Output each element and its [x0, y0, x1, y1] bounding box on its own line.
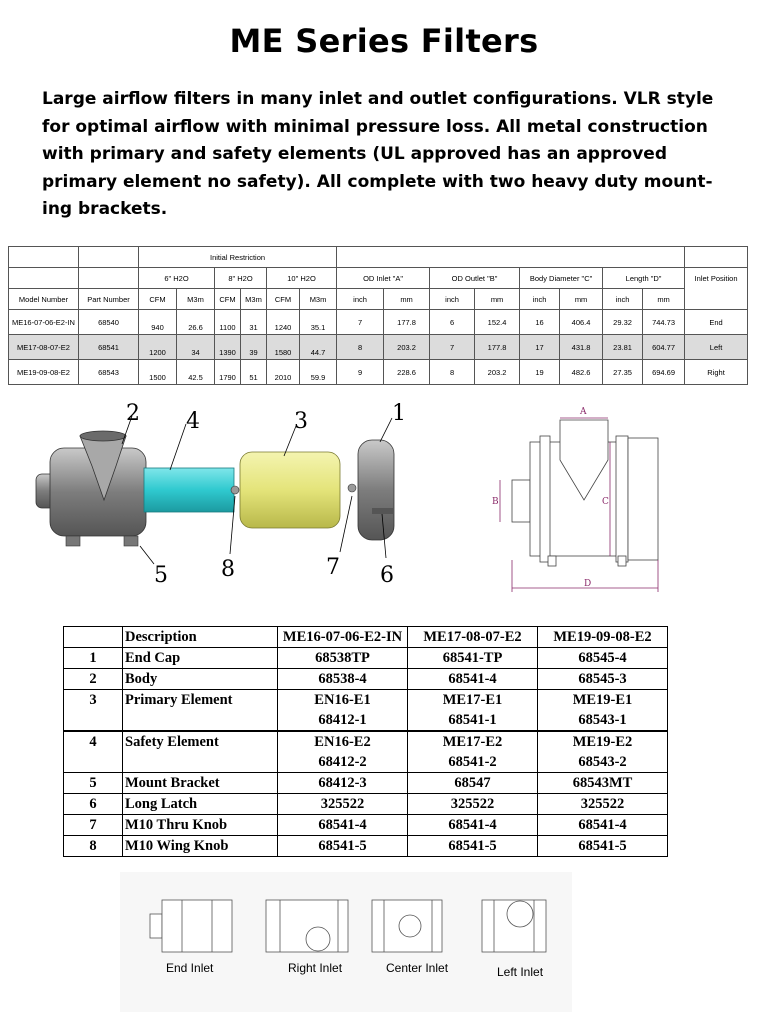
header-cell [64, 627, 123, 648]
part-code [538, 731, 668, 773]
part-code [278, 836, 408, 857]
spec-cell: 940 [139, 310, 177, 335]
mm-header: mm [475, 289, 520, 310]
cfm-header: CFM [267, 289, 300, 310]
spec-cell: 406.4 [560, 310, 603, 335]
spec-cell: 6 [430, 310, 475, 335]
spec-cell: 8 [430, 360, 475, 385]
parts-row [64, 690, 668, 732]
h2o-6-header: 6" H2O [139, 268, 215, 289]
spec-header-row [9, 289, 748, 310]
callout-4: 4 [186, 409, 200, 434]
spec-cell: 604.77 [643, 335, 685, 360]
spec-cell: 29.32 [603, 310, 643, 335]
part-code [278, 731, 408, 773]
part-code-line: 68541-5 [578, 838, 627, 854]
end-cap [358, 440, 394, 540]
h2o-10-header: 10" H2O [267, 268, 337, 289]
part-code-line: EN16-E2 [314, 734, 371, 750]
part-description: Long Latch [123, 794, 278, 815]
part-code-line: 68541-TP [442, 650, 503, 666]
spec-cell: 51 [241, 360, 267, 385]
part-description: Body [123, 669, 278, 690]
spec-row [9, 360, 748, 385]
part-code-line: 68541-4 [318, 817, 367, 833]
part-number: 8 [64, 836, 123, 857]
callout-6: 6 [380, 563, 394, 588]
m3m-header: M3m [300, 289, 337, 310]
cfm-header: CFM [139, 289, 177, 310]
part-description: Mount Bracket [123, 773, 278, 794]
parts-row [64, 731, 668, 773]
inch-header: inch [520, 289, 560, 310]
dimension-a: A [580, 407, 587, 417]
part-number-header: Part Number [79, 289, 139, 310]
config-label-left-inlet: Left Inlet [497, 965, 544, 979]
page-title: ME Series Filters [229, 22, 539, 60]
spec-cell: 228.6 [384, 360, 430, 385]
part-code-line: ME17-E1 [442, 692, 503, 708]
spec-cell: 694.69 [643, 360, 685, 385]
mm-header: mm [643, 289, 685, 310]
part-code-line: 325522 [580, 796, 625, 812]
part-description: M10 Thru Knob [123, 815, 278, 836]
part-code [538, 815, 668, 836]
callout-5: 5 [154, 563, 168, 588]
part-code-line: 68543MT [572, 775, 633, 791]
spec-cell: 39 [241, 335, 267, 360]
spec-cell: 23.81 [603, 335, 643, 360]
part-number: 3 [64, 690, 123, 732]
part-code [538, 690, 668, 732]
part-code-line: ME19-E1 [572, 692, 633, 708]
part-code-line: 68538TP [315, 650, 370, 666]
m3m-header: M3m [177, 289, 215, 310]
spec-header-row [9, 268, 748, 289]
mount-bracket [66, 536, 80, 546]
intro-line: Large airflow filters in many inlet and outlet configurations. VLR style [42, 89, 714, 109]
mm-header: mm [560, 289, 603, 310]
spec-cell: Left [685, 335, 748, 360]
length-header: Length "D" [603, 268, 685, 289]
part-code-line: 68541-1 [448, 712, 497, 728]
part-code [538, 669, 668, 690]
spec-cell: 68543 [79, 360, 139, 385]
part-code-line: 68547 [454, 775, 491, 791]
spec-row [9, 335, 748, 360]
part-number: 1 [64, 648, 123, 669]
parts-row [64, 794, 668, 815]
parts-row [64, 836, 668, 857]
spec-cell: 203.2 [384, 335, 430, 360]
parts-row [64, 669, 668, 690]
part-code-line: 68541-4 [448, 671, 497, 687]
intro-line: ing brackets. [42, 199, 168, 219]
header-cell: ME19-09-08-E2 [538, 627, 668, 648]
part-code-line: 68412-2 [318, 754, 367, 770]
spec-cell: 177.8 [475, 335, 520, 360]
spec-cell: 1580 [267, 335, 300, 360]
part-code [408, 794, 538, 815]
spec-cell: 1240 [267, 310, 300, 335]
part-description: Safety Element [123, 731, 278, 773]
part-code-line: 68541-5 [318, 838, 367, 854]
part-code [538, 836, 668, 857]
part-description: Primary Element [123, 690, 278, 732]
intro-line: primary element no safety). All complete with two heavy duty mount- [42, 171, 713, 192]
spec-cell: 744.73 [643, 310, 685, 335]
part-code-line: 68541-4 [448, 817, 497, 833]
outlet-top [80, 431, 126, 441]
spec-cell: 42.5 [177, 360, 215, 385]
callout-3: 3 [294, 409, 308, 434]
spec-cell: 1790 [215, 360, 241, 385]
spec-cell: End [685, 310, 748, 335]
mm-header: mm [384, 289, 430, 310]
spec-cell: 8 [337, 335, 384, 360]
part-code-line: 68541-2 [448, 754, 497, 770]
part-code [278, 648, 408, 669]
part-code [278, 794, 408, 815]
intro-line: for optimal airflow with minimal pressure loss. All metal construction [42, 116, 708, 137]
parts-row [64, 815, 668, 836]
spec-cell: 27.35 [603, 360, 643, 385]
part-code-line: 68545-3 [578, 671, 627, 687]
dimension-b: B [492, 497, 499, 507]
spec-cell: 68541 [79, 335, 139, 360]
spec-cell: ME16-07-06-E2-IN [9, 310, 79, 335]
spec-row [9, 310, 748, 335]
callout-2: 2 [126, 401, 140, 426]
part-number: 6 [64, 794, 123, 815]
spec-cell: 7 [430, 335, 475, 360]
part-code [408, 690, 538, 732]
part-code-line: 68412-1 [318, 712, 367, 728]
spec-header-row [9, 247, 748, 268]
parts-row [64, 773, 668, 794]
inlet-position-header: Inlet Position [685, 268, 748, 289]
header-cell: ME17-08-07-E2 [408, 627, 538, 648]
part-code-line: 68412-3 [318, 775, 367, 791]
header-cell: ME16-07-06-E2-IN [278, 627, 408, 648]
dimension-c: C [602, 497, 609, 507]
spec-table [8, 246, 748, 385]
callout-8: 8 [221, 557, 235, 582]
spec-cell: 26.6 [177, 310, 215, 335]
spec-cell: ME17-08-07-E2 [9, 335, 79, 360]
spec-cell: 152.4 [475, 310, 520, 335]
part-code [408, 773, 538, 794]
part-code [278, 690, 408, 732]
part-code [408, 669, 538, 690]
config-label-right-inlet: Right Inlet [288, 961, 343, 975]
part-description: M10 Wing Knob [123, 836, 278, 857]
inlet-configurations [120, 872, 572, 1012]
part-number: 4 [64, 731, 123, 773]
spec-cell: 34 [177, 335, 215, 360]
config-label-center-inlet: Center Inlet [386, 961, 449, 975]
thru-knob [348, 484, 356, 492]
spec-cell: 1100 [215, 310, 241, 335]
part-code [408, 731, 538, 773]
part-number: 5 [64, 773, 123, 794]
od-outlet-header: OD Outlet "B" [430, 268, 520, 289]
part-code [538, 794, 668, 815]
inch-header: inch [430, 289, 475, 310]
m3m-header: M3m [241, 289, 267, 310]
config-label-end-inlet: End Inlet [166, 961, 214, 975]
parts-table [63, 626, 668, 857]
part-description: End Cap [123, 648, 278, 669]
spec-cell: 17 [520, 335, 560, 360]
dimension-drawing [484, 400, 680, 600]
spec-cell: 177.8 [384, 310, 430, 335]
part-number: 2 [64, 669, 123, 690]
inch-header: inch [603, 289, 643, 310]
inch-header: inch [337, 289, 384, 310]
spec-cell: 35.1 [300, 310, 337, 335]
part-code-line: 68543-1 [578, 712, 627, 728]
spec-cell: 431.8 [560, 335, 603, 360]
part-code [408, 648, 538, 669]
intro-paragraph [42, 86, 732, 224]
spec-cell: 16 [520, 310, 560, 335]
part-code [538, 773, 668, 794]
configuration-drawings [120, 872, 572, 1012]
spec-cell: 68540 [79, 310, 139, 335]
part-code-line: ME19-E2 [572, 734, 633, 750]
model-number-header: Model Number [9, 289, 79, 310]
initial-restriction-header: Initial Restriction [139, 247, 337, 268]
spec-cell: 203.2 [475, 360, 520, 385]
spec-cell: 44.7 [300, 335, 337, 360]
od-inlet-header: OD Inlet "A" [337, 268, 430, 289]
spec-cell: ME19-09-08-E2 [9, 360, 79, 385]
part-code [278, 773, 408, 794]
part-code-line: 68538-4 [318, 671, 367, 687]
wing-knob [231, 486, 239, 494]
parts-row [64, 648, 668, 669]
part-code [408, 836, 538, 857]
part-code-line: EN16-E1 [314, 692, 371, 708]
spec-cell: 31 [241, 310, 267, 335]
spec-cell: 7 [337, 310, 384, 335]
part-code [408, 815, 538, 836]
part-code [538, 648, 668, 669]
exploded-assembly-diagram [14, 396, 424, 594]
cfm-header: CFM [215, 289, 241, 310]
mount-bracket [124, 536, 138, 546]
spec-cell: 19 [520, 360, 560, 385]
spec-cell: 1500 [139, 360, 177, 385]
spec-cell: 9 [337, 360, 384, 385]
primary-element [240, 452, 340, 528]
part-code-line: 68543-2 [578, 754, 627, 770]
part-code-line: ME17-E2 [442, 734, 503, 750]
part-code-line: 325522 [320, 796, 365, 812]
parts-header-row [64, 627, 668, 648]
part-code-line: 68545-4 [578, 650, 627, 666]
part-code-line: 68541-4 [578, 817, 627, 833]
intro-line: with primary and safety elements (UL approved has an approved [42, 144, 667, 164]
body-diameter-header: Body Diameter "C" [520, 268, 603, 289]
part-code [278, 669, 408, 690]
spec-cell: 1390 [215, 335, 241, 360]
callout-1: 1 [392, 401, 406, 426]
spec-cell: 59.9 [300, 360, 337, 385]
part-code-line: 325522 [450, 796, 495, 812]
spec-cell: 1200 [139, 335, 177, 360]
part-number: 7 [64, 815, 123, 836]
part-code-line: 68541-5 [448, 838, 497, 854]
part-code [278, 815, 408, 836]
spec-cell: 482.6 [560, 360, 603, 385]
long-latch [372, 508, 394, 514]
h2o-8-header: 8" H2O [215, 268, 267, 289]
safety-element [144, 468, 234, 512]
dimension-d: D [584, 579, 592, 589]
spec-cell: Right [685, 360, 748, 385]
callout-7: 7 [326, 555, 340, 580]
spec-cell: 2010 [267, 360, 300, 385]
header-cell: Description [123, 627, 278, 648]
